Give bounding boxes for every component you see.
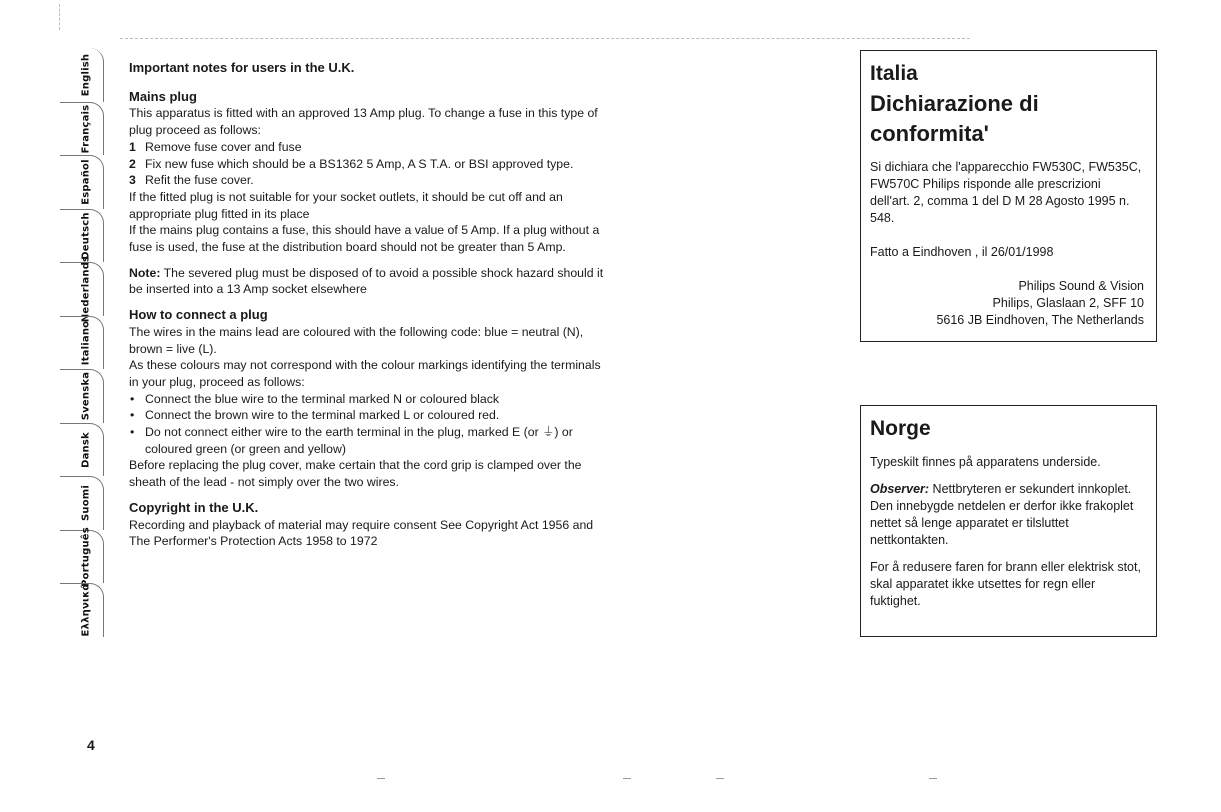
norge-box	[860, 405, 1157, 637]
uk-notes-section	[129, 60, 609, 550]
norge-line: Typeskilt finnes på apparatens underside.	[870, 455, 1101, 469]
language-tabs	[60, 48, 104, 637]
language-tab[interactable]	[60, 526, 104, 587]
copyright-heading: Copyright in the U.K.	[129, 499, 259, 515]
language-tab[interactable]	[60, 155, 104, 209]
language-tab[interactable]	[60, 583, 104, 637]
connect-plug-paragraph: Before replacing the plug cover, make certain that the cord grip is clamped over the sheath of the lead - not simply over the two wires.	[129, 458, 582, 490]
italia-body: Si dichiara che l'apparecchio FW530C, FW535C, FW570C Philips risponde alle prescrizioni dell'art. 2, comma 1 del D M 28 Agosto 1995 n. 548.	[870, 160, 1142, 225]
mains-plug-paragraph: If the mains plug contains a fuse, this should have a value of 5 Amp. If a plug without a fuse is used, the fuse at the distribution board should not be greater than 5 Amp.	[129, 223, 600, 255]
mains-plug-intro: This apparatus is fitted with an approved 13 Amp plug. To change a fuse in this type of plug proceed as follows:	[129, 106, 598, 138]
italia-subtitle: Dichiarazione di conformita'	[870, 91, 1039, 146]
italia-place-date: Fatto a Eindhoven , il 26/01/1998	[870, 245, 1054, 259]
language-tab-label: Svenska	[80, 372, 92, 421]
language-tab-label: Português	[80, 526, 92, 587]
norge-observer	[870, 481, 1146, 549]
bullet-item: • Connect the brown wire to the terminal marked L or coloured red.	[129, 407, 609, 424]
bullet-item: • Connect the blue wire to the terminal marked N or coloured black	[129, 391, 609, 408]
note-paragraph	[129, 265, 609, 298]
language-tab[interactable]	[60, 256, 104, 323]
step-number: 2	[129, 156, 136, 171]
language-tab-label: Suomi	[80, 485, 92, 522]
language-tab-label: Ελληνικά	[80, 583, 92, 637]
step-number: 1	[129, 139, 136, 154]
mains-plug-paragraph: If the fitted plug is not suitable for your socket outlets, it should be cut off and an appropriate plug fitted in its place	[129, 189, 563, 221]
step-text: Refit the fuse cover.	[145, 173, 254, 188]
mains-plug-heading: Mains plug	[129, 88, 197, 104]
language-tab-label: Español	[80, 159, 92, 206]
connect-plug-paragraph: The wires in the mains lead are coloured with the following code: blue = neutral (N), brown = live (L).	[129, 324, 584, 356]
signature-line: 5616 JB Eindhoven, The Netherlands	[936, 313, 1144, 327]
language-tab-label: Dansk	[80, 431, 92, 468]
language-tab-label: English	[80, 53, 92, 96]
language-tab[interactable]	[60, 102, 104, 156]
bullet-item: • Do not connect either wire to the earth terminal in the plug, marked E (or ⏚) or coloured green (or green and yellow)	[129, 424, 609, 457]
language-tab[interactable]	[60, 316, 104, 370]
note-label: Note:	[129, 265, 161, 280]
step	[129, 172, 609, 189]
step-number: 3	[129, 173, 136, 188]
connect-plug-paragraph: As these colours may not correspond with the colour markings identifying the terminals in your plug, proceed as follows:	[129, 358, 601, 389]
italia-box	[860, 50, 1157, 342]
language-tab[interactable]	[60, 48, 104, 102]
page-number: 4	[87, 737, 95, 753]
signature-line: Philips Sound & Vision	[1018, 279, 1144, 293]
signature-line: Philips, Glaslaan 2, SFF 10	[992, 296, 1144, 310]
copyright-text: Recording and playback of material may require consent See Copyright Act 1956 and The Performer's Protection Acts 1958 to 1972	[129, 517, 594, 549]
top-rule	[120, 38, 970, 39]
step-text: Fix new fuse which should be a BS1362 5 Amp, A S T.A. or BSI approved type.	[145, 156, 574, 171]
norge-paragraph: For å redusere faren for brann eller elektrisk stot, skal apparatet ikke utsettes for regn eller fuktighet.	[870, 560, 1141, 608]
language-tab-label: Italiano	[80, 320, 92, 365]
language-tab-label: Français	[80, 104, 92, 154]
note-text: The severed plug must be disposed of to avoid a possible shock hazard should it be inserted into a 13 Amp socket elsewhere	[129, 265, 604, 297]
section-title: Important notes for users in the U.K.	[129, 60, 355, 75]
norge-title: Norge	[870, 417, 931, 440]
italia-title: Italia	[870, 62, 918, 85]
language-tab[interactable]	[60, 476, 104, 530]
language-tab[interactable]	[60, 369, 104, 423]
language-tab-label: Deutsch	[80, 212, 92, 260]
observer-text: Nettbryteren er sekundert innkoplet. Den innebygde netdelen er derfor ikke frakoplet nettet så lenge apparatet er tilsluttet nettkontakten.	[870, 482, 1134, 547]
language-tab[interactable]	[60, 423, 104, 477]
observer-label: Observer:	[870, 482, 930, 496]
language-tab[interactable]	[60, 209, 104, 263]
step	[129, 139, 609, 156]
step	[129, 156, 609, 173]
step-text: Remove fuse cover and fuse	[145, 139, 302, 154]
connect-plug-heading: How to connect a plug	[129, 307, 268, 323]
italia-signature	[870, 278, 1144, 329]
scan-edge-mark	[59, 4, 60, 30]
language-tab-label: Nederlands	[80, 256, 92, 323]
